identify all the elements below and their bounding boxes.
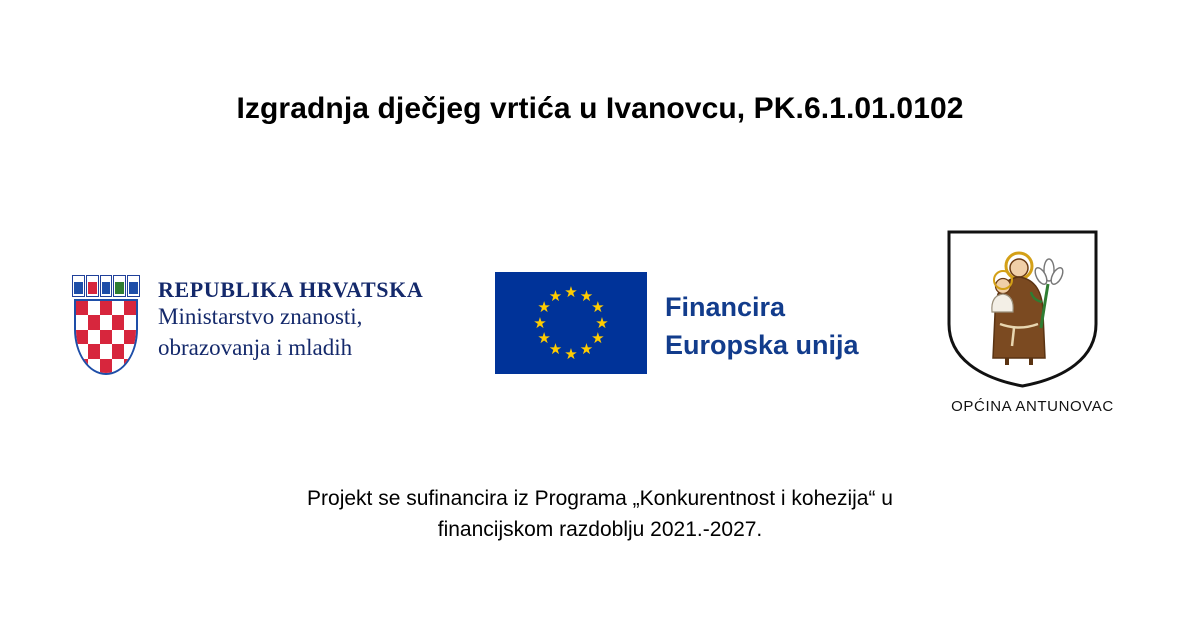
ministry-logo	[70, 275, 450, 385]
european-union-flag-icon	[495, 272, 647, 374]
checker-cell	[112, 344, 124, 358]
eu-star-icon: ★	[591, 330, 605, 347]
eu-star-icon: ★	[564, 283, 578, 301]
eu-star-icon: ★	[564, 345, 578, 363]
checker-cell	[76, 330, 88, 344]
eu-star-icon: ★	[533, 314, 547, 332]
checker-cell	[100, 344, 112, 358]
footer-line-1: Projekt se sufinancira iz Programa „Konkurentnost i kohezija“ u	[307, 487, 893, 510]
eu-star-icon: ★	[548, 341, 563, 359]
ministry-line-2: Ministarstvo znanosti,	[158, 304, 363, 330]
ministry-text	[158, 277, 450, 363]
checker-cell	[76, 301, 88, 315]
checker-cell	[76, 344, 88, 358]
croatian-coat-of-arms-icon	[70, 275, 142, 377]
eu-line-1: Financira	[665, 292, 786, 322]
eu-star-icon: ★	[591, 299, 605, 316]
checker-cell	[88, 359, 100, 373]
checkerboard-shield-icon	[74, 299, 138, 375]
eu-funding-logo	[495, 272, 915, 392]
municipality-logo	[945, 228, 1130, 418]
checker-cell	[112, 315, 124, 329]
crownlet-icon	[72, 275, 140, 297]
checker-cell	[100, 359, 112, 373]
checker-cell	[124, 301, 136, 315]
checker-cell	[112, 359, 124, 373]
eu-star-icon: ★	[548, 287, 563, 305]
checker-cell	[88, 330, 100, 344]
checker-cell	[100, 301, 112, 315]
eu-star-icon: ★	[595, 314, 609, 332]
eu-star-icon: ★	[579, 341, 594, 359]
checker-cell	[76, 359, 88, 373]
checker-cell	[124, 330, 136, 344]
eu-star-icon: ★	[537, 330, 551, 347]
eu-line-2: Europska unija	[665, 330, 859, 361]
checker-cell	[112, 301, 124, 315]
checker-cell	[124, 344, 136, 358]
checker-cell	[124, 359, 136, 373]
eu-star-icon: ★	[537, 299, 551, 316]
municipality-caption: OPĆINA ANTUNOVAC	[951, 398, 1114, 415]
checker-cell	[124, 315, 136, 329]
eu-star-icon: ★	[579, 287, 594, 305]
page-title: Izgradnja dječjeg vrtića u Ivanovcu, PK.6.1.01.0102	[236, 92, 964, 125]
ministry-line-1: REPUBLIKA HRVATSKA	[158, 277, 424, 302]
checker-cell	[112, 330, 124, 344]
checker-cell	[100, 330, 112, 344]
checker-cell	[88, 344, 100, 358]
footer-line-2: financijskom razdoblju 2021.-2027.	[437, 518, 763, 542]
checker-cell	[76, 315, 88, 329]
eu-funding-text	[665, 288, 859, 365]
opcina-antunovac-crest-icon	[945, 228, 1100, 390]
checker-cell	[88, 315, 100, 329]
checker-cell	[88, 301, 100, 315]
ministry-line-3: obrazovanja i mladih	[158, 334, 353, 360]
logo-band	[0, 220, 1200, 425]
footer-text	[0, 483, 1200, 545]
checker-cell	[100, 315, 112, 329]
